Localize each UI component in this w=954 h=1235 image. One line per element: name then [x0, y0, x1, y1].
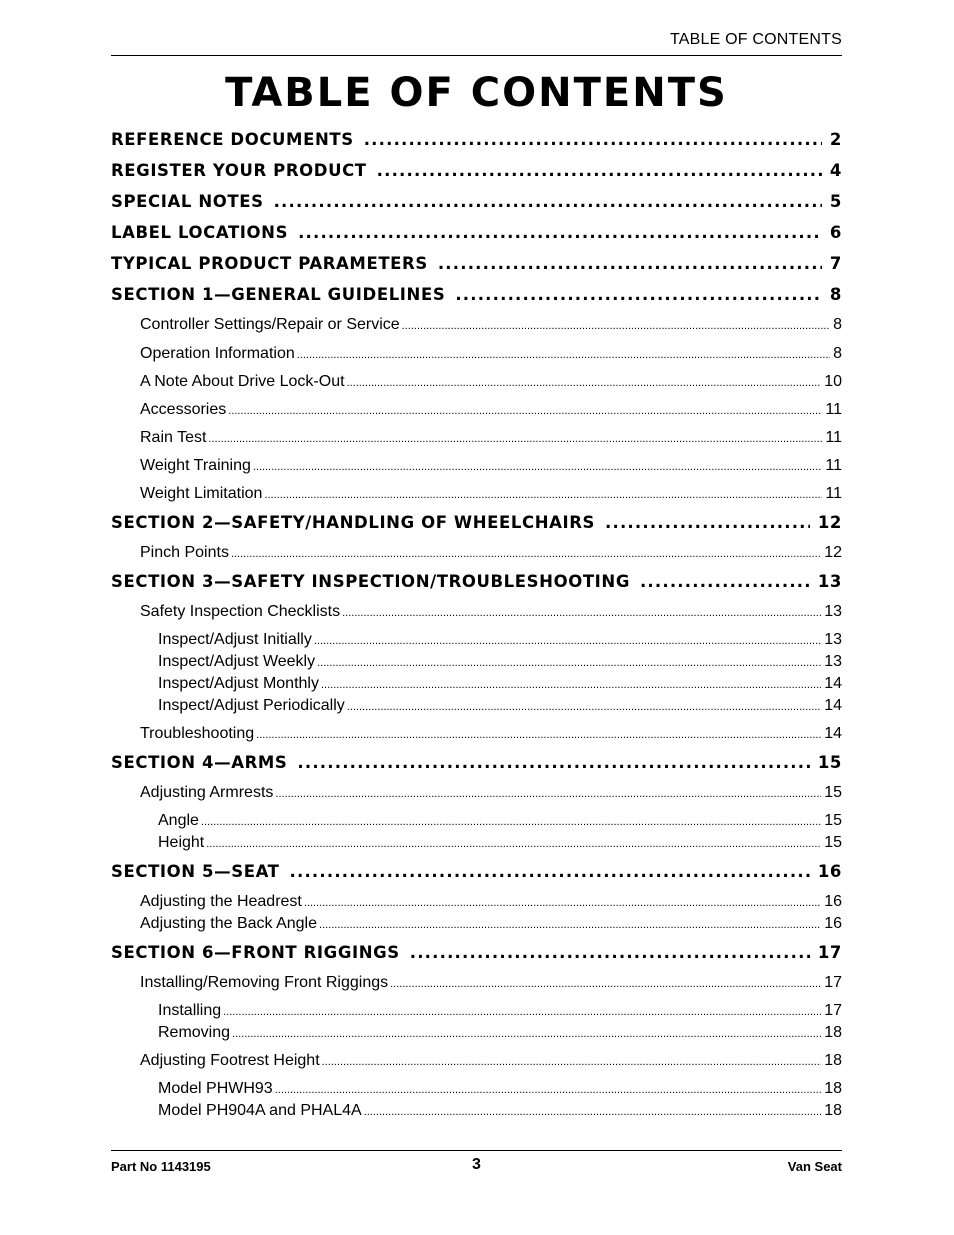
toc-dot-leader: [347, 701, 821, 713]
toc-entry-page-number: 13: [824, 653, 842, 670]
toc-entry-label: LABEL LOCATIONS: [111, 223, 289, 242]
toc-dot-leader: [297, 753, 809, 772]
toc-entry-label: SPECIAL NOTES: [111, 192, 264, 211]
toc-entry-label: Safety Inspection Checklists: [140, 603, 341, 620]
toc-section-entry[interactable]: [111, 513, 842, 532]
toc-entry-label: Installing: [158, 1002, 222, 1019]
toc-dot-leader: [364, 130, 822, 149]
toc-entry-page-number: 15: [824, 834, 842, 851]
toc-entry-page-number: 7: [829, 254, 842, 273]
toc-entry-page-number: 11: [825, 485, 842, 502]
toc-dot-leader: [231, 548, 821, 560]
toc-subsubsection-entry[interactable]: [158, 1080, 842, 1098]
toc-dot-leader: [390, 978, 821, 990]
toc-entry-page-number: 14: [824, 675, 842, 692]
toc-subsubsection-entry[interactable]: [158, 675, 842, 693]
toc-dot-leader: [342, 607, 821, 619]
toc-entry-page-number: 13: [824, 631, 842, 648]
toc-dot-leader: [264, 489, 822, 501]
toc-dot-leader: [297, 349, 830, 361]
toc-entry-page-number: 5: [829, 192, 842, 211]
toc-entry-label: SECTION 5—SEAT: [111, 862, 280, 881]
running-header: TABLE OF CONTENTS: [669, 31, 842, 48]
toc-dot-leader: [347, 377, 822, 389]
toc-dot-leader: [410, 943, 810, 962]
toc-entry-page-number: 14: [824, 697, 842, 714]
toc-entry-label: Controller Settings/Repair or Service: [140, 316, 400, 333]
toc-dot-leader: [201, 816, 821, 828]
toc-entry-label: Weight Limitation: [140, 485, 263, 502]
toc-entry-page-number: 10: [824, 373, 842, 390]
toc-entry-label: Inspect/Adjust Monthly: [158, 675, 319, 692]
toc-dot-leader: [274, 192, 822, 211]
toc-entry-page-number: 8: [833, 316, 842, 333]
toc-entry-page-number: 12: [824, 544, 842, 561]
toc-subsection-entry[interactable]: [140, 893, 842, 911]
toc-entry-page-number: 18: [824, 1102, 842, 1119]
toc-dot-leader: [232, 1028, 821, 1040]
toc-dot-leader: [275, 1084, 822, 1096]
toc-entry-label: TYPICAL PRODUCT PARAMETERS: [111, 254, 428, 273]
toc-dot-leader: [290, 862, 810, 881]
toc-entry-page-number: 6: [829, 223, 842, 242]
toc-entry-page-number: 11: [825, 401, 842, 418]
toc-section-entry[interactable]: [111, 254, 842, 273]
toc-subsubsection-entry[interactable]: [158, 697, 842, 715]
toc-section-entry[interactable]: [111, 192, 842, 211]
toc-entry-page-number: 17: [824, 974, 842, 991]
toc-entry-page-number: 15: [824, 784, 842, 801]
toc-entry-label: SECTION 1—GENERAL GUIDELINES: [111, 285, 446, 304]
toc-dot-leader: [317, 657, 821, 669]
toc-entry-page-number: 11: [825, 429, 842, 446]
toc-entry-label: Adjusting Footrest Height: [140, 1052, 320, 1069]
toc-subsection-entry[interactable]: [140, 345, 842, 363]
page-title: TABLE OF CONTENTS: [225, 70, 728, 116]
toc-entry-page-number: 16: [817, 862, 842, 881]
footer-page-number: 3: [472, 1156, 481, 1173]
toc-entry-page-number: 4: [829, 161, 842, 180]
toc-subsection-entry[interactable]: [140, 915, 842, 933]
toc-entry-label: REFERENCE DOCUMENTS: [111, 130, 354, 149]
toc-subsection-entry[interactable]: [140, 784, 842, 802]
toc-subsection-entry[interactable]: [140, 603, 842, 621]
toc-dot-leader: [364, 1106, 822, 1118]
toc-entry-label: Pinch Points: [140, 544, 229, 561]
toc-entry-page-number: 12: [817, 513, 842, 532]
toc-entry-label: Inspect/Adjust Initially: [158, 631, 312, 648]
toc-subsubsection-entry[interactable]: [158, 834, 842, 852]
toc-entry-page-number: 11: [825, 457, 842, 474]
toc-section-entry[interactable]: [111, 130, 842, 149]
toc-dot-leader: [275, 788, 821, 800]
toc-entry-page-number: 15: [824, 812, 842, 829]
toc-dot-leader: [206, 838, 821, 850]
toc-subsubsection-entry[interactable]: [158, 631, 842, 649]
toc-entry-page-number: 16: [824, 915, 842, 932]
toc-subsubsection-entry[interactable]: [158, 1002, 842, 1020]
toc-section-entry[interactable]: [111, 862, 842, 881]
toc-entry-label: Installing/Removing Front Riggings: [140, 974, 389, 991]
toc-subsection-entry[interactable]: [140, 725, 842, 743]
toc-subsection-entry[interactable]: [140, 974, 842, 992]
toc-entry-page-number: 16: [824, 893, 842, 910]
toc-entry-label: Troubleshooting: [140, 725, 255, 742]
toc-section-entry[interactable]: [111, 285, 842, 304]
toc-dot-leader: [253, 461, 823, 473]
toc-section-entry[interactable]: [111, 161, 842, 180]
toc-dot-leader: [319, 919, 821, 931]
toc-entry-label: Inspect/Adjust Weekly: [158, 653, 316, 670]
toc-entry-page-number: 18: [824, 1024, 842, 1041]
toc-entry-page-number: 18: [824, 1080, 842, 1097]
toc-dot-leader: [321, 679, 821, 691]
toc-entry-label: SECTION 2—SAFETY/HANDLING OF WHEELCHAIRS: [111, 513, 596, 532]
toc-entry-page-number: 8: [829, 285, 842, 304]
toc-section-entry[interactable]: [111, 223, 842, 242]
footer-part-number: Part No 1143195: [111, 1159, 211, 1174]
toc-dot-leader: [304, 897, 821, 909]
toc-dot-leader: [228, 405, 822, 417]
toc-entry-page-number: 8: [833, 345, 842, 362]
toc-entry-label: Rain Test: [140, 429, 207, 446]
toc-subsection-entry[interactable]: [140, 1052, 842, 1070]
toc-entry-page-number: 17: [824, 1002, 842, 1019]
toc-subsubsection-entry[interactable]: [158, 653, 842, 671]
toc-section-entry[interactable]: [111, 572, 842, 591]
toc-dot-leader: [640, 572, 810, 591]
toc-entry-label: Adjusting the Back Angle: [140, 915, 318, 932]
toc-subsubsection-entry[interactable]: [158, 1024, 842, 1042]
toc-subsection-entry[interactable]: [140, 373, 842, 391]
toc-dot-leader: [314, 635, 821, 647]
toc-entry-page-number: 13: [824, 603, 842, 620]
toc-dot-leader: [223, 1006, 821, 1018]
toc-dot-leader: [605, 513, 810, 532]
toc-entry-label: Height: [158, 834, 205, 851]
toc-entry-label: Adjusting the Headrest: [140, 893, 302, 910]
toc-entry-label: Inspect/Adjust Periodically: [158, 697, 345, 714]
toc-entry-page-number: 14: [824, 725, 842, 742]
toc-entry-label: Model PH904A and PHAL4A: [158, 1102, 362, 1119]
toc-entry-page-number: 2: [829, 130, 842, 149]
toc-entry-label: Adjusting Armrests: [140, 784, 274, 801]
toc-subsection-entry[interactable]: [140, 316, 842, 334]
toc-entry-label: A Note About Drive Lock-Out: [140, 373, 345, 390]
toc-dot-leader: [298, 223, 822, 242]
toc-entry-label: Removing: [158, 1024, 231, 1041]
toc-subsubsection-entry[interactable]: [158, 812, 842, 830]
toc-subsection-entry[interactable]: [140, 544, 842, 562]
toc-entry-label: SECTION 4—ARMS: [111, 753, 288, 772]
toc-subsection-entry[interactable]: [140, 429, 842, 447]
toc-section-entry[interactable]: [111, 943, 842, 962]
toc-dot-leader: [256, 729, 821, 741]
toc-entry-label: Model PHWH93: [158, 1080, 273, 1097]
toc-dot-leader: [455, 285, 822, 304]
toc-subsection-entry[interactable]: [140, 485, 842, 503]
toc-entry-page-number: 15: [817, 753, 842, 772]
document-page: [111, 0, 842, 1235]
toc-dot-leader: [322, 1056, 822, 1068]
toc-entry-label: Angle: [158, 812, 199, 829]
toc-subsection-entry[interactable]: [140, 457, 842, 475]
toc-entry-label: SECTION 6—FRONT RIGGINGS: [111, 943, 400, 962]
toc-dot-leader: [377, 161, 822, 180]
toc-dot-leader: [438, 254, 822, 273]
footer-product-name: Van Seat: [787, 1159, 842, 1174]
footer-rule: [111, 1150, 842, 1151]
toc-entry-label: Accessories: [140, 401, 227, 418]
toc-entry-label: Operation Information: [140, 345, 295, 362]
toc-entry-label: SECTION 3—SAFETY INSPECTION/TROUBLESHOOTING: [111, 572, 630, 591]
toc-entry-label: REGISTER YOUR PRODUCT: [111, 161, 367, 180]
toc-dot-leader: [208, 433, 822, 445]
toc-subsubsection-entry[interactable]: [158, 1102, 842, 1120]
toc-section-entry[interactable]: [111, 753, 842, 772]
toc-entry-page-number: 17: [817, 943, 842, 962]
header-rule: [111, 55, 842, 56]
toc-dot-leader: [402, 320, 830, 332]
toc-entry-page-number: 13: [817, 572, 842, 591]
toc-subsection-entry[interactable]: [140, 401, 842, 419]
toc-entry-page-number: 18: [824, 1052, 842, 1069]
toc-entry-label: Weight Training: [140, 457, 251, 474]
